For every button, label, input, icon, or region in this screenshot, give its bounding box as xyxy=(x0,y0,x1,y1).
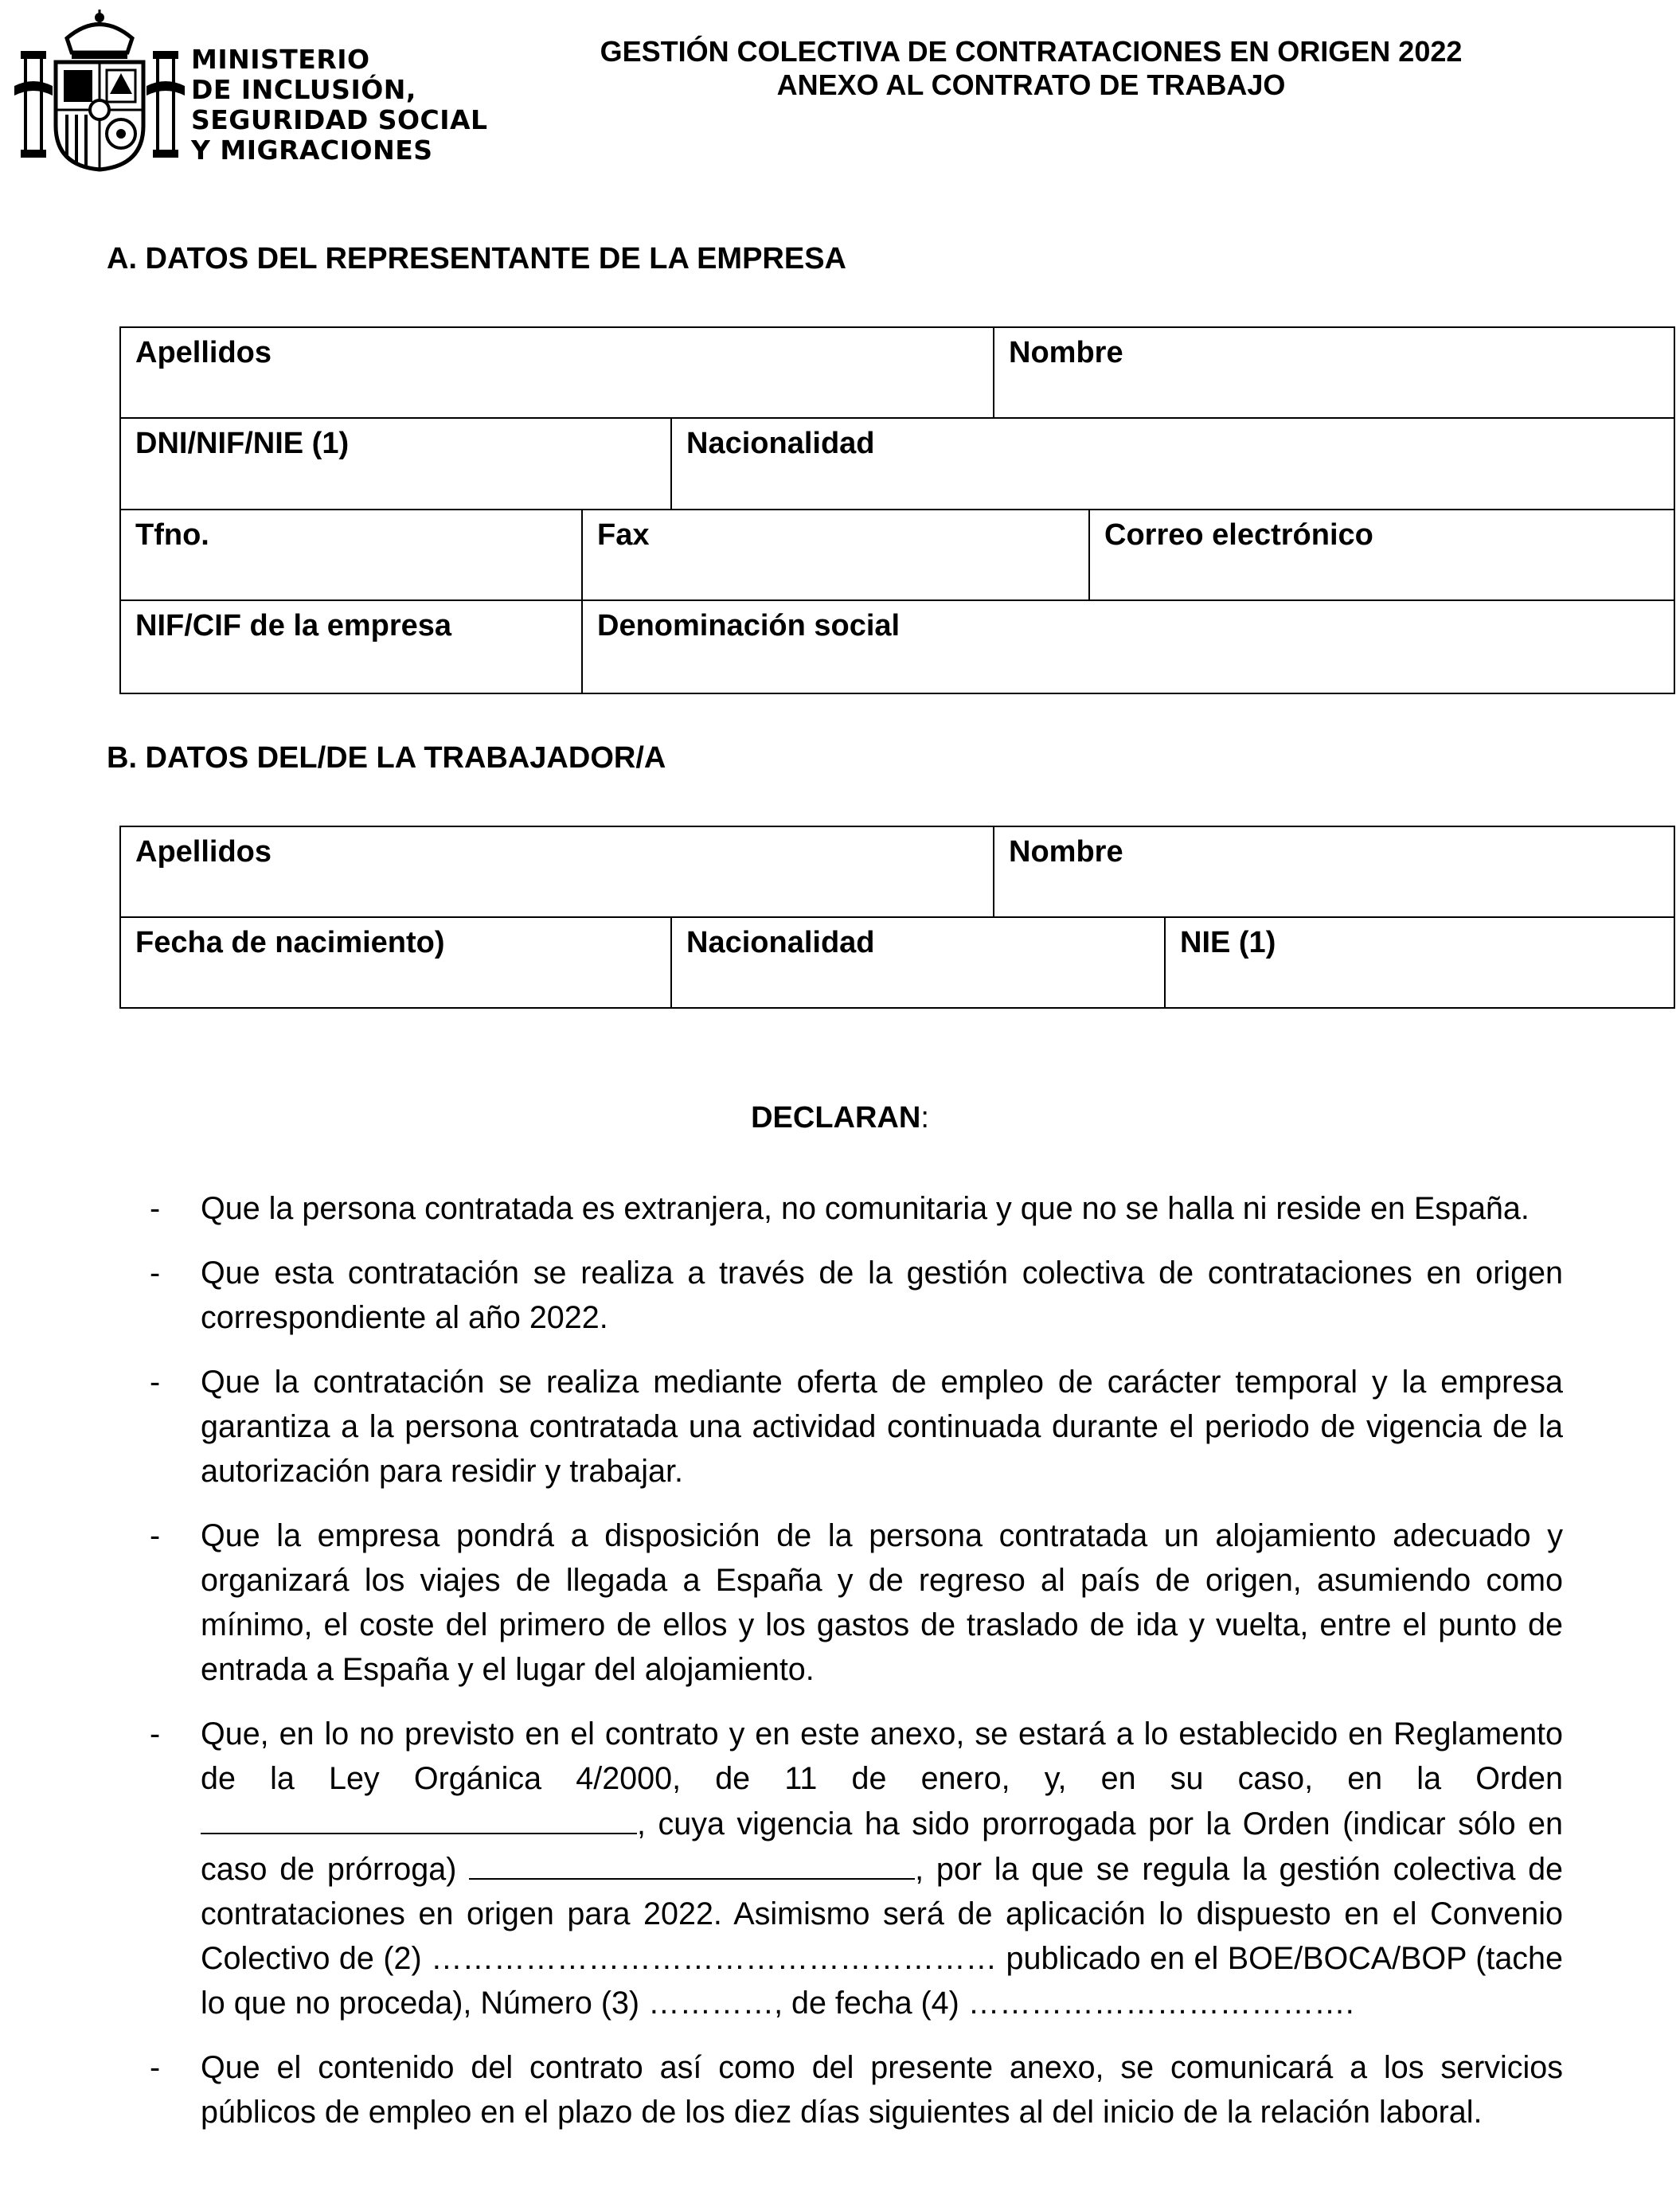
ministry-name xyxy=(191,45,488,166)
field-label: Apellidos xyxy=(135,835,272,869)
field-label: Fecha de nacimiento) xyxy=(135,926,445,959)
declaration-text: Que la contratación se realiza mediante oferta de empleo de carácter temporal y la empresa garantiza a la persona contratada una actividad continuada durante el periodo de vigencia de la autorización para residir y trabajar. xyxy=(201,1365,1563,1489)
list-dash: - xyxy=(150,1716,161,1752)
field-nombre[interactable] xyxy=(994,328,1675,419)
field-label: Apellidos xyxy=(135,336,272,369)
list-dash: - xyxy=(150,1256,161,1291)
field-nie[interactable] xyxy=(1166,918,1675,1009)
declaration-list xyxy=(150,1186,1563,2154)
field-correo-electronico[interactable] xyxy=(1090,510,1675,601)
field-fecha-nacimiento[interactable] xyxy=(121,918,672,1009)
field-nombre[interactable] xyxy=(994,827,1675,918)
list-dash: - xyxy=(150,1518,161,1553)
field-label: Fax xyxy=(597,518,650,552)
list-dash: - xyxy=(150,1365,161,1400)
declaration-text xyxy=(201,1712,1563,2025)
company-representative-form xyxy=(119,326,1675,694)
field-label: Nombre xyxy=(1009,835,1123,869)
field-label: Correo electrónico xyxy=(1104,518,1373,552)
field-label: NIE (1) xyxy=(1180,926,1276,959)
field-label: Tfno. xyxy=(135,518,209,552)
field-apellidos[interactable] xyxy=(121,827,994,918)
field-denominacion-social[interactable] xyxy=(583,601,1675,694)
declaran-heading xyxy=(0,1101,1680,1135)
worker-form xyxy=(119,826,1675,1009)
ministry-line: DE INCLUSIÓN, xyxy=(191,74,416,105)
field-nacionalidad[interactable] xyxy=(672,918,1166,1009)
field-nif-cif-empresa[interactable] xyxy=(121,601,583,694)
declaration-item xyxy=(150,1251,1563,1340)
declaration-text: Que esta contratación se realiza a través de la gestión colectiva de contrataciones en origen correspondiente al año 2022. xyxy=(201,1256,1563,1335)
list-dash: - xyxy=(150,2050,161,2085)
declaration-text-part: , cuya vigencia ha sido prorrogada por la Orden (indicar sólo en caso de prórroga) xyxy=(201,1806,1563,1887)
field-label: NIF/CIF de la empresa xyxy=(135,609,452,642)
declaration-item xyxy=(150,2045,1563,2134)
coat-of-arms-logo xyxy=(11,6,188,174)
declaration-text-part: Que, en lo no previsto en el contrato y en este anexo, se estará a lo establecido en Reglamento de la Ley Orgánica 4/2000, de 11 de enero, y, en su caso, en la Orden xyxy=(201,1716,1563,1796)
field-nacionalidad[interactable] xyxy=(672,419,1675,510)
ministry-line: MINISTERIO xyxy=(191,44,370,75)
declaran-colon: : xyxy=(920,1101,929,1135)
ministry-line: Y MIGRACIONES xyxy=(191,135,433,166)
orden-blank-field[interactable] xyxy=(201,1801,637,1834)
declaration-text: Que la empresa pondrá a disposición de la persona contratada un alojamiento adecuado y organizará los viajes de llegada a España y de regreso al país de origen, asumiendo como mínimo, el coste del primero de ellos y los gastos de traslado de ida y vuelta, entre el punto de entrada a España y el lugar del alojamiento. xyxy=(201,1518,1563,1687)
declaration-item xyxy=(150,1360,1563,1494)
document-title-line2: ANEXO AL CONTRATO DE TRABAJO xyxy=(776,68,1286,101)
document-title-line1: GESTIÓN COLECTIVA DE CONTRATACIONES EN ORIGEN 2022 xyxy=(600,35,1463,68)
declaration-text: Que la persona contratada es extranjera, no comunitaria y que no se halla ni reside en España. xyxy=(201,1191,1530,1226)
document-title xyxy=(494,35,1569,102)
declaration-item xyxy=(150,1712,1563,2025)
declaration-text-part: , por la que se regula la gestión colectiva de contrataciones en origen para 2022. Asimismo será de aplicación lo dispuesto en el Convenio Colectivo de (2) ……………………………………………… publicado en el BOE/BOCA/BOP (tache lo que no proceda), Número (3) …………, de fecha (4) ………………………………. xyxy=(201,1852,1564,2021)
field-label: Nombre xyxy=(1009,336,1123,369)
field-label: Nacionalidad xyxy=(686,926,875,959)
section-a-heading: A. DATOS DEL REPRESENTANTE DE LA EMPRESA xyxy=(107,242,846,275)
field-dni-nif-nie[interactable] xyxy=(121,419,672,510)
section-b-heading: B. DATOS DEL/DE LA TRABAJADOR/A xyxy=(107,741,666,775)
declaran-label: DECLARAN xyxy=(751,1101,921,1135)
field-label: DNI/NIF/NIE (1) xyxy=(135,427,350,460)
field-apellidos[interactable] xyxy=(121,328,994,419)
declaration-text: Que el contenido del contrato así como del presente anexo, se comunicará a los servicios públicos de empleo en el plazo de los diez días siguientes al del inicio de la relación laboral. xyxy=(201,2050,1563,2130)
list-dash: - xyxy=(150,1191,161,1226)
field-telefono[interactable] xyxy=(121,510,583,601)
prorroga-blank-field[interactable] xyxy=(469,1846,915,1880)
field-fax[interactable] xyxy=(583,510,1090,601)
field-label: Nacionalidad xyxy=(686,427,875,460)
field-label: Denominación social xyxy=(597,609,901,642)
ministry-line: SEGURIDAD SOCIAL xyxy=(191,104,488,135)
declaration-item xyxy=(150,1186,1563,1231)
declaration-item xyxy=(150,1513,1563,1692)
